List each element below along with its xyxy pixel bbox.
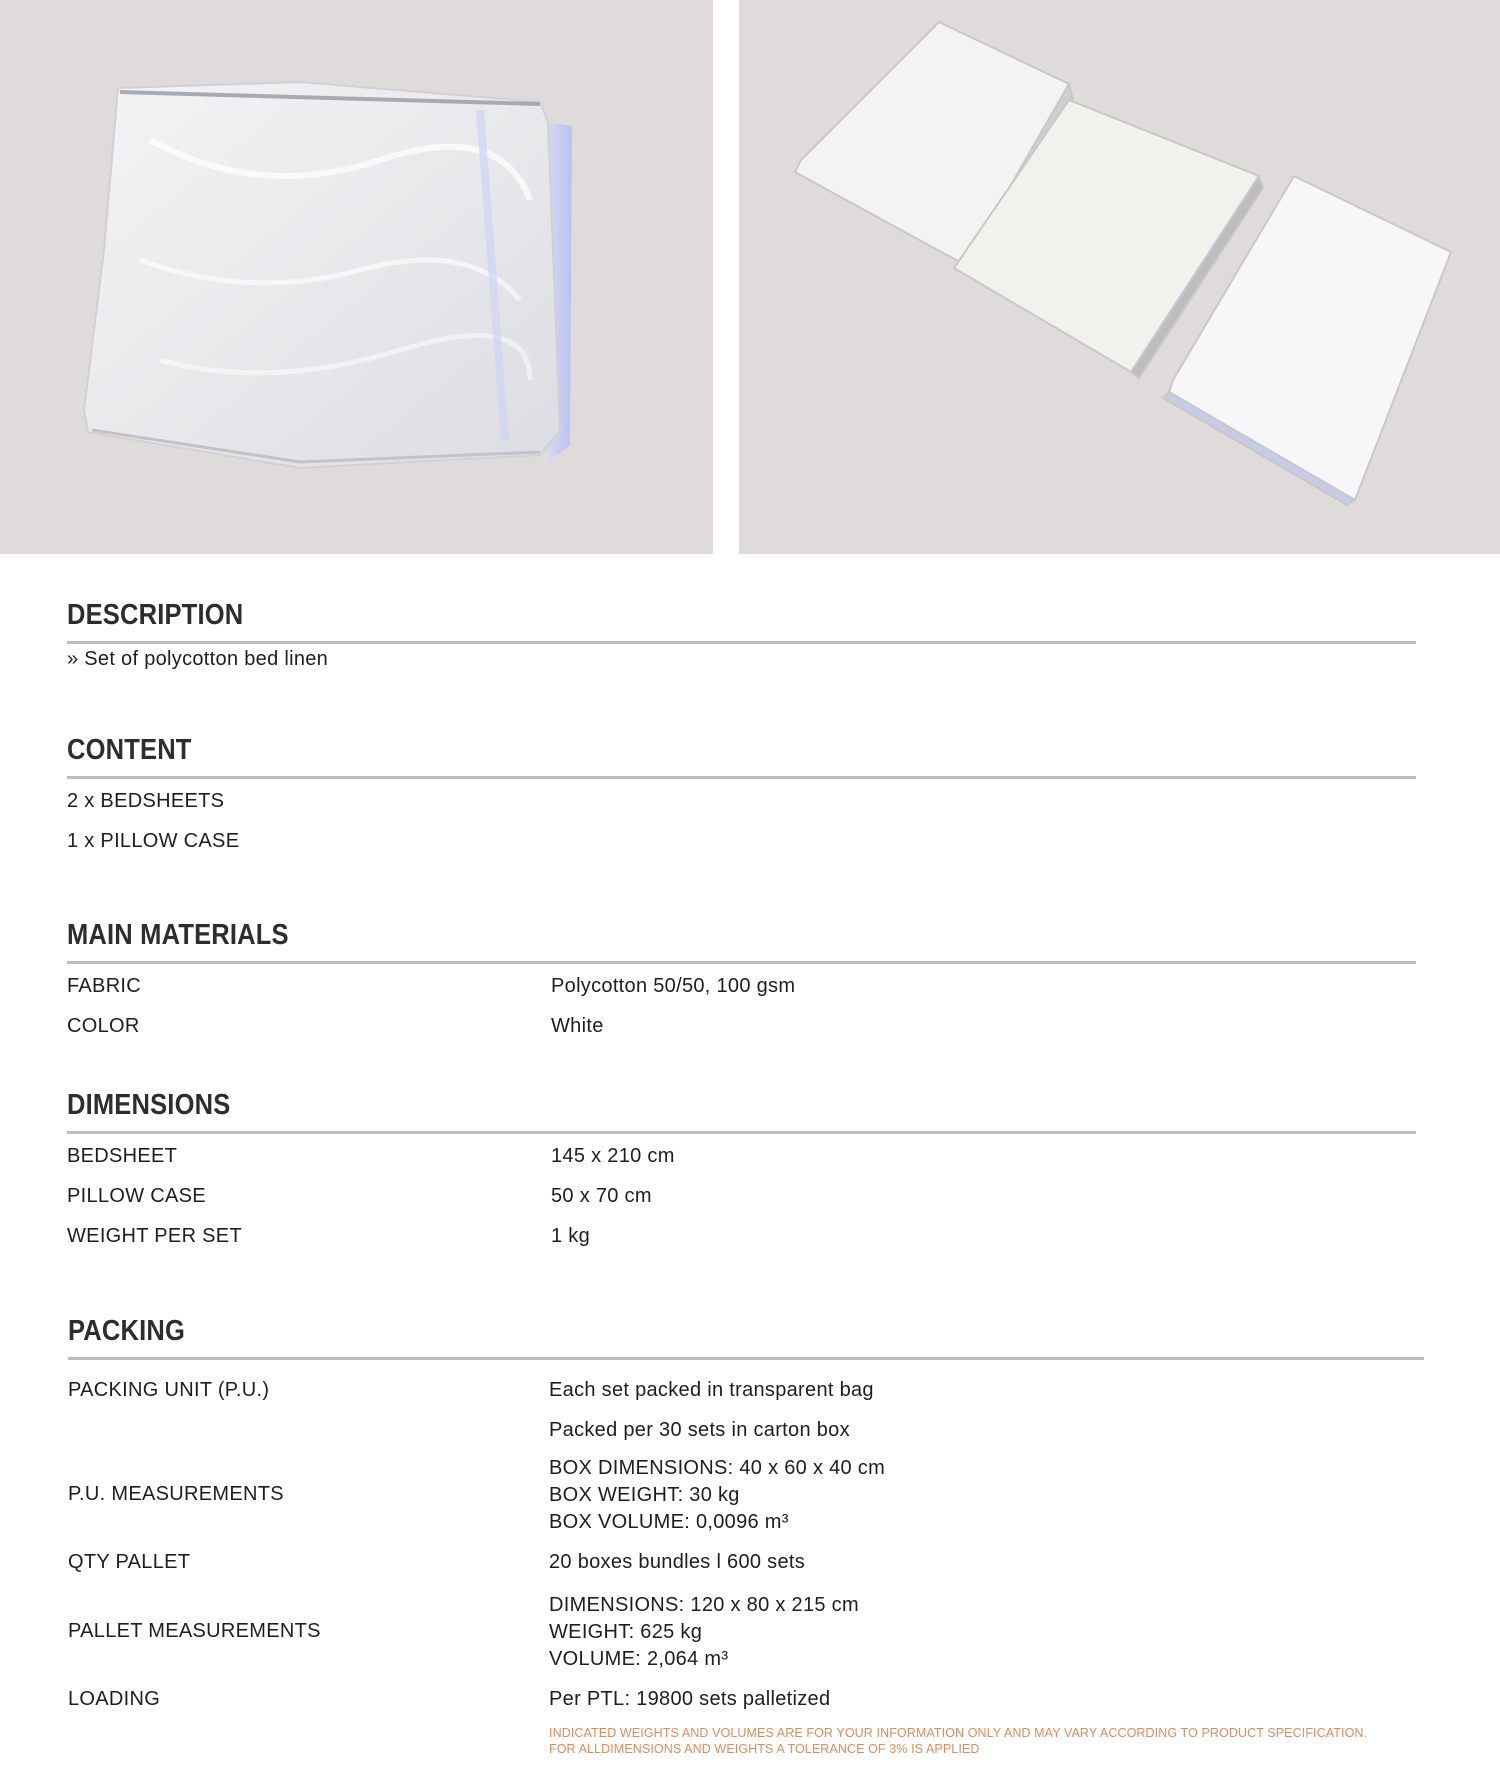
fabric-value: Polycotton 50/50, 100 gsm — [551, 975, 796, 997]
bedsheet-value: 145 x 210 cm — [551, 1145, 675, 1167]
description-divider — [67, 641, 1416, 644]
content-heading: CONTENT — [67, 734, 192, 766]
pallet-volume-value: VOLUME: 2,064 m³ — [549, 1648, 729, 1670]
color-value: White — [551, 1015, 604, 1037]
box-weight-value: BOX WEIGHT: 30 kg — [549, 1484, 740, 1506]
packing-unit-value: Each set packed in transparent bag — [549, 1379, 874, 1401]
color-label: COLOR — [67, 1015, 140, 1037]
box-volume-value: BOX VOLUME: 0,0096 m³ — [549, 1511, 789, 1533]
description-heading: DESCRIPTION — [67, 599, 244, 631]
qty-pallet-value: 20 boxes bundles l 600 sets — [549, 1551, 806, 1573]
packing-unit-label: PACKING UNIT (P.U.) — [68, 1379, 270, 1401]
loading-label: LOADING — [68, 1688, 161, 1710]
bedsheet-label: BEDSHEET — [67, 1145, 178, 1167]
content-item: 1 x PILLOW CASE — [67, 830, 240, 852]
packed-linen-illustration — [0, 0, 713, 554]
product-photo-packed — [0, 0, 713, 554]
pallet-measurements-label: PALLET MEASUREMENTS — [68, 1620, 321, 1642]
pallet-dimensions-value: DIMENSIONS: 120 x 80 x 215 cm — [549, 1594, 859, 1616]
packing-unit-carton-value: Packed per 30 sets in carton box — [549, 1419, 850, 1441]
dimensions-divider — [67, 1131, 1416, 1134]
pallet-weight-value: WEIGHT: 625 kg — [549, 1621, 703, 1643]
dimensions-heading: DIMENSIONS — [67, 1089, 231, 1121]
unfolded-linen-illustration — [739, 0, 1500, 554]
content-item: 2 x BEDSHEETS — [67, 790, 225, 812]
packing-divider — [68, 1357, 1424, 1360]
content-divider — [67, 776, 1416, 779]
packing-heading: PACKING — [68, 1315, 186, 1347]
main-materials-divider — [67, 961, 1416, 964]
main-materials-heading: MAIN MATERIALS — [67, 919, 289, 951]
fabric-label: FABRIC — [67, 975, 142, 997]
pu-measurements-label: P.U. MEASUREMENTS — [68, 1483, 284, 1505]
description-text: » Set of polycotton bed linen — [67, 648, 329, 670]
qty-pallet-label: QTY PALLET — [68, 1551, 191, 1573]
weight-per-set-value: 1 kg — [551, 1225, 591, 1247]
weight-per-set-label: WEIGHT PER SET — [67, 1225, 242, 1247]
loading-value: Per PTL: 19800 sets palletized — [549, 1688, 831, 1710]
product-photo-unfolded — [739, 0, 1500, 554]
pillow-case-value: 50 x 70 cm — [551, 1185, 652, 1207]
disclaimer-note: INDICATED WEIGHTS AND VOLUMES ARE FOR YOUR INFORMATION ONLY AND MAY VARY ACCORDING TO PRODUCT SPECIFICATION. — [549, 1726, 1368, 1740]
box-dimensions-value: BOX DIMENSIONS: 40 x 60 x 40 cm — [549, 1457, 886, 1479]
pillow-case-label: PILLOW CASE — [67, 1185, 206, 1207]
tolerance-note: FOR ALLDIMENSIONS AND WEIGHTS A TOLERANCE OF 3% IS APPLIED — [549, 1742, 980, 1756]
